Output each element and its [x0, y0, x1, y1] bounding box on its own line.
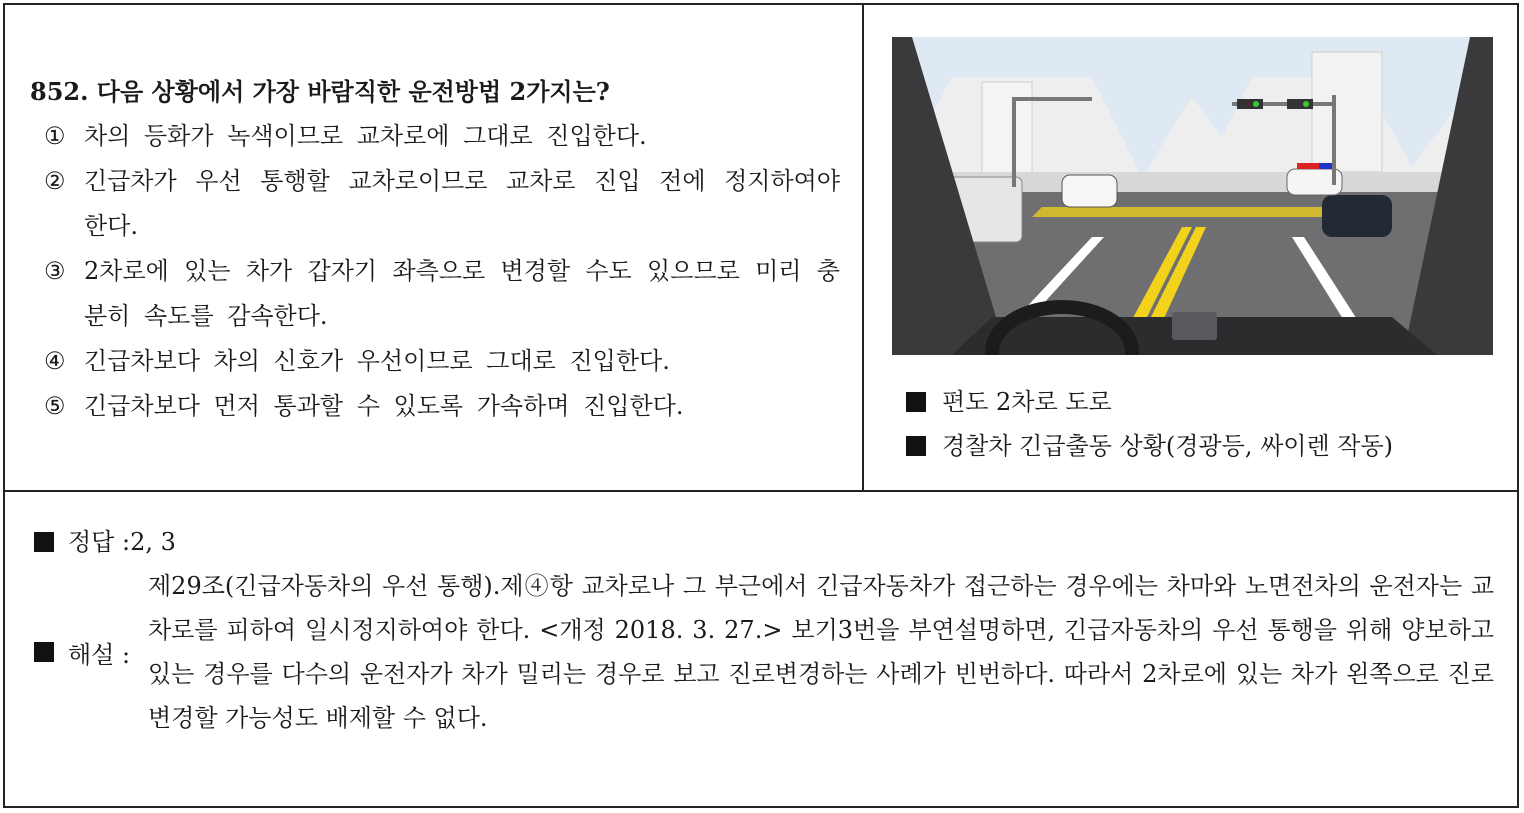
explanation-text: 제29조(긴급자동차의 우선 통행).제④항 교차로나 그 부근에서 긴급자동차가 접근하는 경우에는 차마와 노면전차의 운전자는 교차로를 피하여 일시정지하여야 한다. <개정 2018. 3. 27.> 보기3번을 부연설명하면, 긴급자동차의 우선 통행을 위해 양보하고 있는 경우를 다수의 운전자가 차가 밀리는 경우로 보고 진로변경하는 사례가 빈번하다. 따라서 2차로에 있는 차가 왼쪽으로 진로변경할 가능성도 배제할 수 없다. [148, 572, 1494, 732]
option-3-number: ③ [44, 257, 66, 285]
green-light-2 [1303, 101, 1309, 107]
correct-answer-row [34, 520, 1494, 564]
option-5-number: ⑤ [44, 392, 66, 420]
horizontal-divider [3, 490, 1519, 492]
answer-block [34, 520, 1494, 740]
answer-label-wrap [34, 520, 130, 564]
intersection-scene-svg [892, 37, 1493, 355]
signal-pole-left [1012, 97, 1016, 187]
scenario-conditions [906, 380, 1393, 468]
explanation-label-wrap [34, 564, 148, 740]
question-block [30, 74, 840, 429]
option-3[interactable] [30, 249, 840, 339]
white-car [1062, 175, 1117, 207]
option-3-text: 2차로에 있는 차가 갑자기 좌측으로 변경할 수도 있으므로 미리 충분히 속도를 감속한다. [84, 257, 840, 330]
answer-label: 정답 : [68, 528, 131, 556]
option-1[interactable] [30, 114, 840, 159]
center-display [1172, 312, 1217, 340]
black-square-bullet-icon [34, 642, 54, 662]
police-light-red [1297, 163, 1319, 169]
traffic-light-1 [1237, 99, 1263, 109]
option-1-number: ① [44, 122, 66, 150]
option-4-text: 긴급차보다 차의 신호가 우선이므로 그대로 진입한다. [84, 347, 670, 375]
intersection-hatch [1032, 207, 1332, 217]
question-title: 852. 다음 상황에서 가장 바람직한 운전방법 2가지는? [30, 77, 610, 106]
vertical-divider [862, 3, 864, 492]
option-5[interactable] [30, 384, 840, 429]
option-2[interactable] [30, 159, 840, 249]
option-1-text: 차의 등화가 녹색이므로 교차로에 그대로 진입한다. [84, 122, 647, 150]
signal-pole-right [1332, 95, 1336, 185]
explanation-label: 해설 : [68, 640, 131, 669]
condition-text: 편도 2차로 도로 [942, 388, 1112, 416]
traffic-light-2 [1287, 99, 1313, 109]
building-left [982, 82, 1032, 177]
black-square-bullet-icon [906, 436, 926, 456]
answer-value: 2, 3 [130, 528, 176, 556]
signal-arm-left [1012, 97, 1092, 101]
driving-scene-illustration [892, 37, 1493, 355]
option-4[interactable] [30, 339, 840, 384]
option-4-number: ④ [44, 347, 66, 375]
condition-item [906, 424, 1393, 468]
building-right [1312, 52, 1382, 172]
condition-text: 경찰차 긴급출동 상황(경광등, 싸이렌 작동) [942, 432, 1393, 460]
option-5-text: 긴급차보다 먼저 통과할 수 있도록 가속하며 진입한다. [84, 392, 684, 420]
black-square-bullet-icon [906, 392, 926, 412]
green-light-1 [1253, 101, 1259, 107]
condition-item [906, 380, 1393, 424]
black-square-bullet-icon [34, 532, 54, 552]
dark-car [1322, 195, 1392, 237]
option-2-number: ② [44, 167, 66, 195]
explanation-row [34, 564, 1494, 740]
option-2-text: 긴급차가 우선 통행할 교차로이므로 교차로 진입 전에 정지하여야 한다. [84, 167, 840, 240]
